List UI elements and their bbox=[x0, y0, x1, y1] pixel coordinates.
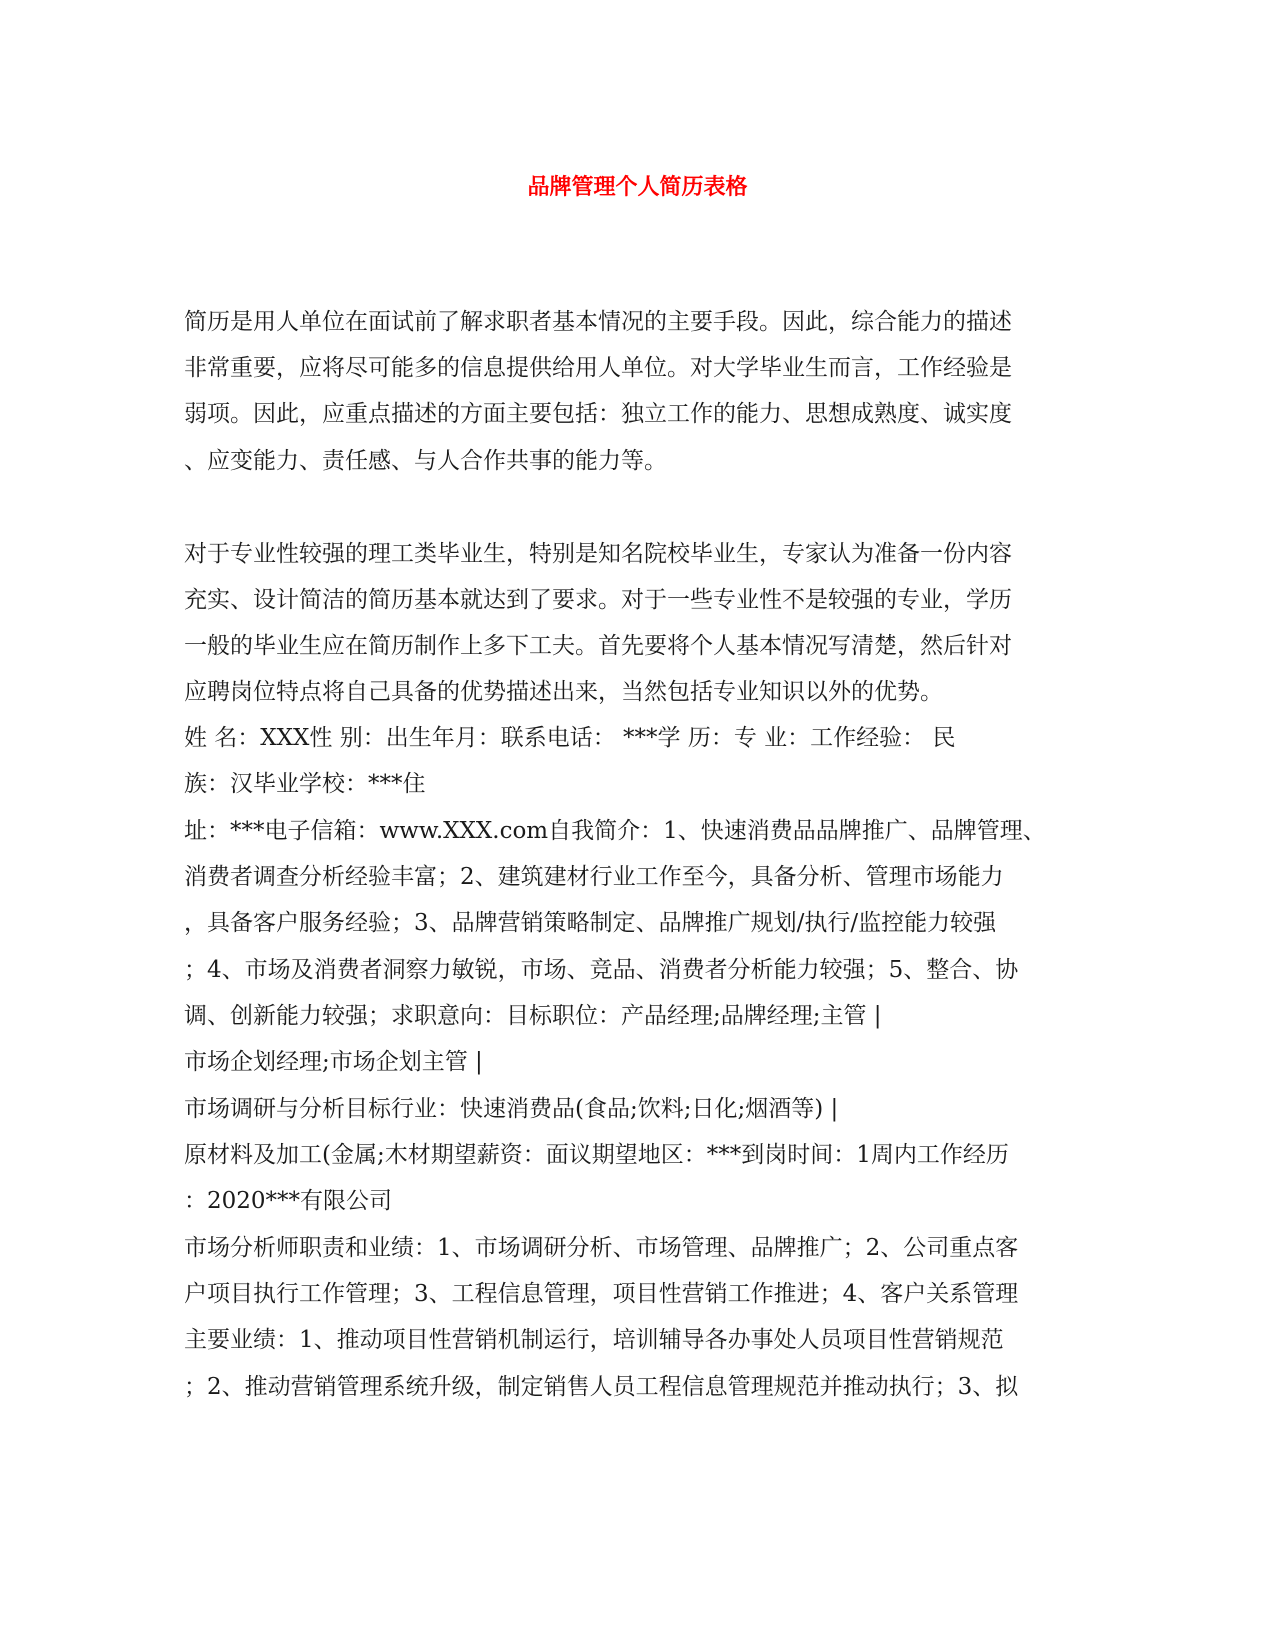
text-line: 消费者调查分析经验丰富；2、建筑建材行业工作至今，具备分析、管理市场能力 bbox=[184, 864, 1004, 890]
text-line: 非常重要，应将尽可能多的信息提供给用人单位。对大学毕业生而言，工作经验是 bbox=[184, 355, 1012, 381]
text-line: 弱项。因此，应重点描述的方面主要包括：独立工作的能力、思想成熟度、诚实度 bbox=[184, 401, 1012, 427]
text-line: 市场分析师职责和业绩：1、市场调研分析、市场管理、品牌推广；2、公司重点客 bbox=[184, 1235, 1019, 1261]
text-line: 市场调研与分析目标行业：快速消费品(食品;饮料;日化;烟酒等) | bbox=[184, 1096, 839, 1122]
text-line: ，具备客户服务经验；3、品牌营销策略制定、品牌推广规划/执行/监控能力较强 bbox=[184, 910, 997, 936]
text-line: ；4、市场及消费者洞察力敏锐，市场、竞品、消费者分析能力较强；5、整合、协 bbox=[184, 957, 1019, 983]
text-line: 对于专业性较强的理工类毕业生，特别是知名院校毕业生，专家认为准备一份内容 bbox=[184, 541, 1012, 567]
text-line: 址：***电子信箱：www.XXX.com自我简介：1、快速消费品品牌推广、品牌管理、 bbox=[184, 818, 1046, 844]
text-line: 简历是用人单位在面试前了解求职者基本情况的主要手段。因此，综合能力的描述 bbox=[184, 309, 1012, 335]
text-line: 主要业绩：1、推动项目性营销机制运行，培训辅导各办事处人员项目性营销规范 bbox=[184, 1327, 1004, 1353]
text-line: 族：汉毕业学校：***住 bbox=[184, 771, 426, 797]
text-line: ；2、推动营销管理系统升级，制定销售人员工程信息管理规范并推动执行；3、拟 bbox=[184, 1374, 1019, 1400]
document-title: 品牌管理个人简历表格 bbox=[527, 174, 748, 200]
text-line: 充实、设计简洁的简历基本就达到了要求。对于一些专业性不是较强的专业，学历 bbox=[184, 587, 1012, 613]
text-line: ：2020***有限公司 bbox=[184, 1188, 393, 1214]
text-line: 户项目执行工作管理；3、工程信息管理，项目性营销工作推进；4、客户关系管理 bbox=[184, 1281, 1019, 1307]
text-line: 、应变能力、责任感、与人合作共事的能力等。 bbox=[184, 448, 667, 474]
text-line: 应聘岗位特点将自己具备的优势描述出来，当然包括专业知识以外的优势。 bbox=[184, 679, 943, 705]
text-line: 市场企划经理;市场企划主管 | bbox=[184, 1049, 483, 1075]
text-line: 原材料及加工(金属;木材期望薪资：面议期望地区：***到岗时间：1周内工作经历 bbox=[184, 1142, 1009, 1168]
text-line: 调、创新能力较强；求职意向：目标职位：产品经理;品牌经理;主管 | bbox=[184, 1003, 882, 1029]
text-line: 一般的毕业生应在简历制作上多下工夫。首先要将个人基本情况写清楚，然后针对 bbox=[184, 633, 1012, 659]
text-line: 姓 名：XXX性 别：出生年月：联系电话： ***学 历：专 业：工作经验： 民 bbox=[184, 725, 956, 751]
